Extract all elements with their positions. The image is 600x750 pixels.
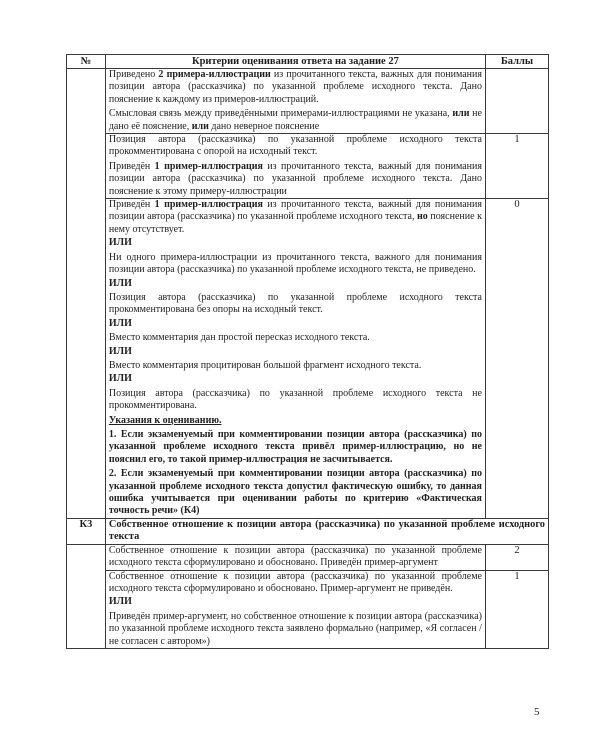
- criterion-text: [105, 134, 485, 199]
- instruction-1: 1. Если экзаменуемый при комментировании позиции автора (рассказчика) по указанной проблеме исходного текста привёл пример-иллюстрацию, но не пояснил его, то такой пример-иллюстрация не засчитывается.: [108, 428, 482, 465]
- points-value: 2: [485, 544, 548, 570]
- bold-text: но: [417, 211, 428, 223]
- points-value: 0: [485, 199, 548, 519]
- criterion-title: [105, 518, 548, 544]
- bold-text: Собственное отношение к позиции автора (рассказчика) по указанной проблеме исходного текста: [108, 518, 545, 543]
- criterion-code: К3: [67, 518, 106, 544]
- header-criteria: Критерии оценивания ответа на задание 27: [105, 55, 485, 69]
- text-span: из прочитанного текста, важных для понимания позиции автора (рассказчика) по указанной проблеме исходного текста. Дано пояснение к каждому из примеров-иллюстраций.: [108, 69, 482, 105]
- table-row: [67, 570, 549, 648]
- text-span: Приведён: [108, 160, 155, 172]
- row-c-p3: Позиция автора (рассказчика) по указанной проблеме исходного текста прокомментирована без опоры на исходный текст.: [108, 291, 482, 316]
- header-number: №: [67, 55, 106, 69]
- points-value: 1: [485, 134, 548, 199]
- criterion-text: [105, 544, 485, 570]
- bold-text: 1 пример-иллюстрация: [154, 160, 263, 172]
- row-c-p4: Вместо комментария дан простой пересказ исходного текста.: [108, 332, 370, 344]
- text-span: из прочитанного текста, важный для понимания позиции автора (рассказчика) по указанной проблеме исходного текста. Дано пояснение к этому примеру-иллюстрации: [108, 160, 482, 197]
- row-c-p5: Вместо комментария процитирован большой фрагмент исходного текста.: [108, 359, 422, 371]
- or-separator: ИЛИ: [108, 345, 132, 357]
- row-b-p2: [109, 161, 482, 198]
- text-span: не дано её пояснение,: [108, 108, 482, 132]
- row-c-p6: Позиция автора (рассказчика) по указанной проблеме исходного текста не прокомментирована.: [108, 387, 482, 412]
- or-separator: ИЛИ: [108, 596, 132, 608]
- bold-text: 1 пример-иллюстрация: [154, 199, 263, 211]
- criterion-text: [105, 570, 485, 648]
- row-a-p2: [109, 108, 482, 133]
- text-span: пояснение к нему отсутствует.: [108, 211, 482, 235]
- row-c-p1: [109, 199, 482, 236]
- bold-text: или: [452, 108, 470, 120]
- row-code-cell: [67, 69, 106, 519]
- page-number: 5: [534, 706, 540, 718]
- table-row: [67, 544, 549, 570]
- text-span: Приведено: [108, 69, 159, 80]
- row-e-p1: Собственное отношение к позиции автора (рассказчика) по указанной проблеме исходного текста сформулировано и обосновано. Пример-аргумент не приведён.: [108, 570, 482, 595]
- table-row: [67, 69, 549, 134]
- row-d-text: Собственное отношение к позиции автора (рассказчика) по указанной проблеме исходного текста сформулировано и обосновано. Приведён пример-аргумент: [108, 544, 482, 569]
- instructions-title: Указания к оцениванию.: [108, 414, 222, 426]
- instruction-2: 2. Если экзаменуемый при комментировании позиции автора (рассказчика) по указанной проблеме исходного текста допустил фактическую ошибку, то данная ошибка учитывается при оценивании работы по критерию «Фактическая точность речи» (К4): [108, 468, 482, 517]
- table-row: [67, 199, 549, 519]
- text-span: из прочитанного текста, важный для понимания позиции автора (рассказчика) по указанной проблеме исходного текста,: [108, 199, 482, 223]
- text-span: Смысловая связь между приведёнными примерами-иллюстрациями не указана,: [108, 108, 453, 120]
- header-points: Баллы: [485, 55, 548, 69]
- row-c-p2: Ни одного примера-иллюстрации из прочитанного текста, важного для понимания позиции автора (рассказчика) по указанной проблеме исходного текста, не приведено.: [108, 251, 482, 276]
- row-e-p2: Приведён пример-аргумент, но собственное отношение к позиции автора (рассказчика) по указанной проблеме исходного текста заявлено формально (например, «Я согласен / не согласен с автором»): [108, 610, 482, 647]
- criteria-table: [66, 54, 549, 649]
- row-b-p1: Позиция автора (рассказчика) по указанной проблеме исходного текста прокомментирована с опорой на исходный текст.: [108, 134, 482, 158]
- bold-text: или: [191, 120, 209, 132]
- or-separator: ИЛИ: [108, 373, 132, 385]
- criterion-text: [105, 69, 485, 134]
- table-header-row: [67, 55, 549, 69]
- points-value: 1: [485, 570, 548, 648]
- points-cell: [485, 69, 548, 134]
- table-row: [67, 134, 549, 199]
- row-code-cell: [67, 544, 106, 648]
- table-row: [67, 518, 549, 544]
- row-a-p1: [109, 69, 482, 106]
- text-span: Приведён: [108, 199, 155, 211]
- or-separator: ИЛИ: [108, 237, 132, 249]
- bold-text: 2 примера-иллюстрации: [158, 69, 271, 80]
- text-span: дано неверное пояснение: [208, 120, 320, 132]
- criterion-text: [105, 199, 485, 519]
- or-separator: ИЛИ: [108, 317, 132, 329]
- or-separator: ИЛИ: [108, 277, 132, 289]
